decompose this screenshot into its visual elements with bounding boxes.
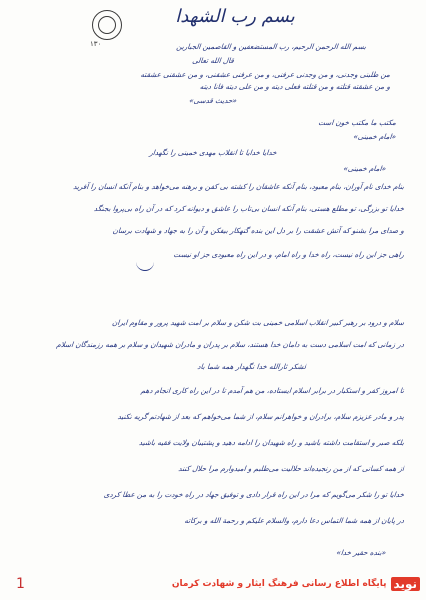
text-line-3: من طلبنی وجدنی، و من وجدنی عرفنی، و من عرفنی عشقنی، و من عشقنی عشقته bbox=[140, 70, 391, 79]
stamp-number: ۱۳۰ bbox=[90, 40, 102, 48]
text-line-11: خدایا تو بزرگی، تو مطلع هستی، بنام آنکه انسان بی‌تاب را عاشق و دیوانه کرد که در آن راه بی‌پروا بجنگد bbox=[93, 204, 405, 213]
text-line-4: و من عشقته قتلته و من قتلته فعلی دیته و من علی دیته فانا دیته bbox=[199, 82, 391, 91]
text-line-8: خدایا خدایا تا انقلاب مهدی خمینی را نگهدار bbox=[148, 148, 278, 157]
page-number: 1 bbox=[16, 576, 25, 592]
text-line-7: «امام خمینی» bbox=[353, 132, 397, 141]
page-heading: بسم رب الشهدا bbox=[175, 6, 295, 27]
text-line-22: در پایان از همه شما التماس دعا دارم، والسلام علیکم و رحمة الله و برکاته bbox=[183, 516, 405, 525]
text-line-6: مکتب ما مکتب خون است bbox=[317, 118, 397, 127]
text-line-19: بلکه صبر و استقامت داشته باشید و راه شهیدان را ادامه دهید و پشتیبان ولایت فقیه باشید bbox=[138, 438, 405, 447]
text-line-5: «حدیث قدسی» bbox=[188, 96, 238, 105]
text-line-12: و صدای مرا بشنو که آتش عشقت را بر دل این بنده گنهکار بیفکن و آن را به جهاد و شهادت برسان bbox=[112, 226, 405, 235]
text-line-17: تا امروز کفر و استکبار در برابر اسلام ایستاده، من هم آمدم تا در این راه کاری انجام دهم bbox=[140, 386, 405, 395]
watermark-text: پایگاه اطلاع رسانی فرهنگ ایثار و شهادت کرمان bbox=[171, 579, 387, 589]
circular-stamp bbox=[92, 10, 122, 40]
text-line-16: لشکر ثارالله خدا نگهدار همه شما باد bbox=[196, 362, 307, 371]
text-line-14: سلام و درود بر رهبر کبیر انقلاب اسلامی خمینی بت شکن و سلام بر امت شهید پرور و مقاوم ایران bbox=[111, 318, 405, 327]
text-line-2: قال الله تعالی bbox=[191, 56, 235, 65]
watermark-logo: نوید bbox=[391, 577, 420, 591]
text-line-23: «بنده حقیر خدا» bbox=[336, 548, 387, 557]
handwritten-flourish bbox=[136, 260, 154, 271]
watermark bbox=[171, 574, 420, 594]
text-line-20: از همه کسانی که از من رنجیده‌اند حلالیت می‌طلبم و امیدوارم مرا حلال کنند bbox=[177, 464, 405, 473]
text-line-1: بسم الله الرحمن الرحیم، رب المستضعفین و القاصمین الجبارین bbox=[175, 42, 367, 51]
text-line-9: «امام خمینی» bbox=[343, 164, 387, 173]
text-line-21: خدایا تو را شکر می‌گویم که مرا در این راه قرار دادی و توفیق جهاد در راه خودت را به من عطا کردی bbox=[103, 490, 405, 499]
text-line-15: در زمانی که امت اسلامی دست به دامان خدا هستند، سلام بر پدران و مادران شهیدان و سلام بر همه رزمندگان اسلام bbox=[55, 340, 405, 349]
text-line-10: بنام خدای نام آوران، بنام معبود، بنام آنکه عاشقان را کشته بی کفن و برهنه می‌خواهد و بنام آنکه انسان را آفرید bbox=[72, 182, 405, 191]
text-line-18: پدر و مادر عزیزم سلام، برادران و خواهرانم سلام، از شما می‌خواهم که بعد از شهادتم گریه نکنید bbox=[117, 412, 405, 421]
text-line-13: راهی جز این راه نیست، راه خدا و راه امام، و در این راه معبودی جز او نیست bbox=[173, 250, 405, 259]
